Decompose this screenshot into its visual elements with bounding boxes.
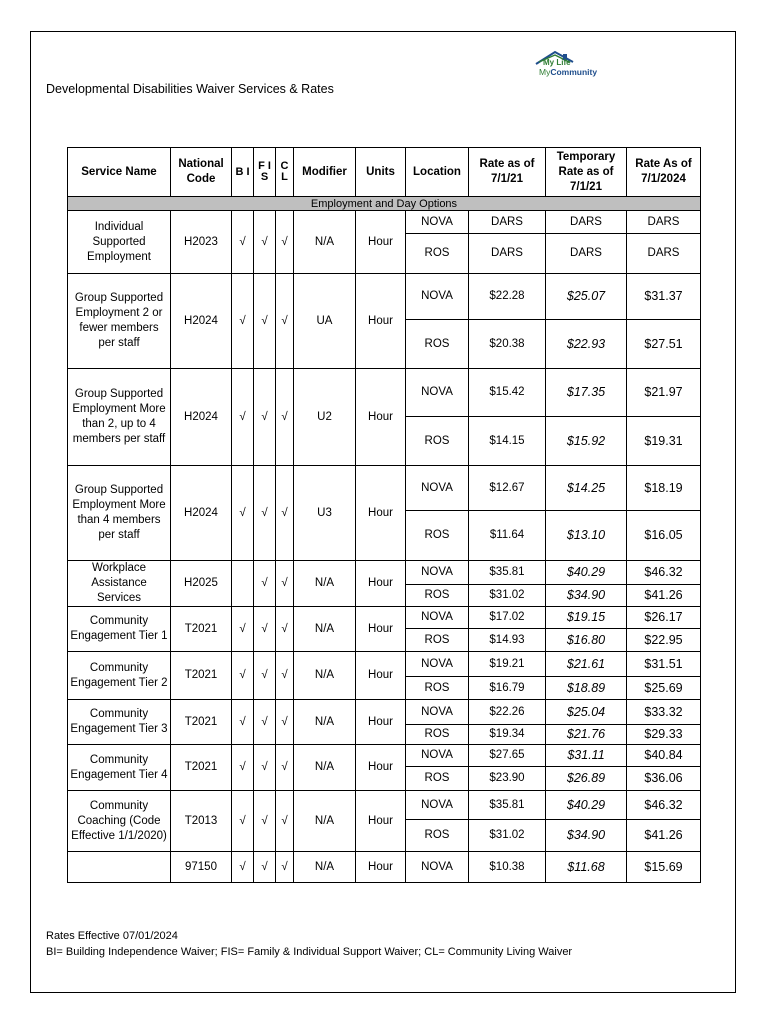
fis-check-cell: √ (254, 607, 276, 652)
bi-check-cell: √ (232, 211, 254, 274)
rate-2021-cell: $12.67 (469, 466, 546, 511)
units-cell: Hour (356, 652, 406, 700)
location-cell: NOVA (406, 211, 469, 234)
service-name-cell: Community Coaching (Code Effective 1/1/2020) (68, 791, 171, 852)
rate-2024-cell: $46.32 (627, 561, 701, 585)
modifier-cell: U3 (294, 466, 356, 561)
header-location: Location (406, 148, 469, 197)
rate-2024-cell: $31.51 (627, 652, 701, 677)
waiver-legend-note: BI= Building Independence Waiver; FIS= Family & Individual Support Waiver; CL= Community Living Waiver (46, 946, 573, 958)
temp-rate-2021-cell: $11.68 (546, 852, 627, 883)
section-row (68, 197, 701, 211)
national-code-cell: H2024 (171, 369, 232, 466)
rate-2024-cell: $33.32 (627, 700, 701, 725)
fis-check-cell: √ (254, 700, 276, 745)
national-code-cell: T2021 (171, 745, 232, 791)
header-rate-2021: Rate as of 7/1/21 (469, 148, 546, 197)
temp-rate-2021-cell: DARS (546, 234, 627, 274)
temp-rate-2021-cell: $26.89 (546, 767, 627, 791)
rate-2021-cell: $14.15 (469, 417, 546, 466)
units-cell: Hour (356, 561, 406, 607)
bi-check-cell: √ (232, 852, 254, 883)
rate-2021-cell: $27.65 (469, 745, 546, 767)
rate-2024-cell: $31.37 (627, 274, 701, 320)
header-national-code: National Code (171, 148, 232, 197)
table-row (68, 852, 701, 883)
location-cell: NOVA (406, 607, 469, 629)
table-header-row (68, 148, 701, 197)
fis-check-cell: √ (254, 369, 276, 466)
location-cell: NOVA (406, 700, 469, 725)
bi-check-cell: √ (232, 700, 254, 745)
national-code-cell: H2023 (171, 211, 232, 274)
rate-2024-cell: $36.06 (627, 767, 701, 791)
service-name-cell: Community Engagement Tier 1 (68, 607, 171, 652)
fis-check-cell: √ (254, 852, 276, 883)
location-cell: ROS (406, 234, 469, 274)
bi-check-cell: √ (232, 274, 254, 369)
location-cell: NOVA (406, 561, 469, 585)
rate-2021-cell: $31.02 (469, 585, 546, 607)
cl-check-cell: √ (276, 852, 294, 883)
temp-rate-2021-cell: $25.04 (546, 700, 627, 725)
location-cell: ROS (406, 725, 469, 745)
modifier-cell: N/A (294, 652, 356, 700)
header-modifier: Modifier (294, 148, 356, 197)
header-bi: B I (232, 148, 254, 197)
fis-check-cell: √ (254, 274, 276, 369)
rate-2024-cell: $40.84 (627, 745, 701, 767)
table-row (68, 791, 701, 820)
modifier-cell: N/A (294, 211, 356, 274)
service-name-cell: Community Engagement Tier 4 (68, 745, 171, 791)
table-row (68, 466, 701, 511)
cl-check-cell: √ (276, 211, 294, 274)
bi-check-cell: √ (232, 369, 254, 466)
rates-table (67, 147, 701, 883)
cl-check-cell: √ (276, 466, 294, 561)
rate-2021-cell: $10.38 (469, 852, 546, 883)
modifier-cell: N/A (294, 561, 356, 607)
rate-2024-cell: DARS (627, 234, 701, 274)
location-cell: ROS (406, 767, 469, 791)
rate-2021-cell: $17.02 (469, 607, 546, 629)
rate-2021-cell: $19.34 (469, 725, 546, 745)
temp-rate-2021-cell: $18.89 (546, 677, 627, 700)
fis-check-cell: √ (254, 745, 276, 791)
cl-check-cell: √ (276, 274, 294, 369)
rate-2024-cell: $18.19 (627, 466, 701, 511)
units-cell: Hour (356, 607, 406, 652)
rate-2024-cell: DARS (627, 211, 701, 234)
fis-check-cell: √ (254, 652, 276, 700)
modifier-cell: N/A (294, 791, 356, 852)
rate-2021-cell: DARS (469, 234, 546, 274)
location-cell: ROS (406, 320, 469, 369)
table-row (68, 369, 701, 417)
units-cell: Hour (356, 274, 406, 369)
logo-line2-prefix: My (539, 67, 551, 77)
location-cell: NOVA (406, 745, 469, 767)
temp-rate-2021-cell: $25.07 (546, 274, 627, 320)
rate-2021-cell: $15.42 (469, 369, 546, 417)
location-cell: ROS (406, 417, 469, 466)
rate-2024-cell: $16.05 (627, 511, 701, 561)
service-name-cell: Workplace Assistance Services (68, 561, 171, 607)
table-row (68, 700, 701, 725)
bi-check-cell: √ (232, 466, 254, 561)
rate-2024-cell: $22.95 (627, 629, 701, 652)
cl-check-cell: √ (276, 561, 294, 607)
table-row (68, 211, 701, 234)
bi-check-cell: √ (232, 791, 254, 852)
header-service-name: Service Name (68, 148, 171, 197)
service-name-cell: Group Supported Employment 2 or fewer members per staff (68, 274, 171, 369)
bi-check-cell (232, 561, 254, 607)
temp-rate-2021-cell: $34.90 (546, 820, 627, 852)
national-code-cell: 97150 (171, 852, 232, 883)
service-name-cell: Individual Supported Employment (68, 211, 171, 274)
location-cell: NOVA (406, 852, 469, 883)
temp-rate-2021-cell: $16.80 (546, 629, 627, 652)
rate-2021-cell: $35.81 (469, 791, 546, 820)
location-cell: ROS (406, 820, 469, 852)
modifier-cell: U2 (294, 369, 356, 466)
units-cell: Hour (356, 211, 406, 274)
fis-check-cell: √ (254, 561, 276, 607)
logo-line2-main: Community (550, 67, 598, 77)
modifier-cell: N/A (294, 607, 356, 652)
rates-effective-note: Rates Effective 07/01/2024 (46, 930, 178, 942)
rate-2021-cell: $16.79 (469, 677, 546, 700)
cl-check-cell: √ (276, 700, 294, 745)
temp-rate-2021-cell: $31.11 (546, 745, 627, 767)
units-cell: Hour (356, 466, 406, 561)
temp-rate-2021-cell: $40.29 (546, 561, 627, 585)
footer-notes (46, 928, 572, 960)
location-cell: ROS (406, 511, 469, 561)
units-cell: Hour (356, 369, 406, 466)
rate-2021-cell: DARS (469, 211, 546, 234)
service-name-cell: Group Supported Employment More than 2, up to 4 members per staff (68, 369, 171, 466)
rate-2021-cell: $14.93 (469, 629, 546, 652)
header-temp-rate-2021: Temporary Rate as of 7/1/21 (546, 148, 627, 197)
rate-2021-cell: $22.26 (469, 700, 546, 725)
rate-2024-cell: $21.97 (627, 369, 701, 417)
table-row (68, 561, 701, 585)
rate-2021-cell: $20.38 (469, 320, 546, 369)
rate-2021-cell: $23.90 (469, 767, 546, 791)
rate-2021-cell: $35.81 (469, 561, 546, 585)
rate-2021-cell: $31.02 (469, 820, 546, 852)
temp-rate-2021-cell: $13.10 (546, 511, 627, 561)
document-title: Developmental Disabilities Waiver Services & Rates (46, 82, 334, 96)
header-fis: F I S (254, 148, 276, 197)
rate-2024-cell: $41.26 (627, 820, 701, 852)
temp-rate-2021-cell: $19.15 (546, 607, 627, 629)
units-cell: Hour (356, 745, 406, 791)
table-row (68, 745, 701, 767)
cl-check-cell: √ (276, 652, 294, 700)
header-cl: C L (276, 148, 294, 197)
location-cell: NOVA (406, 791, 469, 820)
location-cell: ROS (406, 585, 469, 607)
rate-2024-cell: $46.32 (627, 791, 701, 820)
temp-rate-2021-cell: $34.90 (546, 585, 627, 607)
rate-2024-cell: $29.33 (627, 725, 701, 745)
service-name-cell (68, 852, 171, 883)
service-name-cell: Community Engagement Tier 2 (68, 652, 171, 700)
table-row (68, 607, 701, 629)
temp-rate-2021-cell: $22.93 (546, 320, 627, 369)
temp-rate-2021-cell: $21.61 (546, 652, 627, 677)
bi-check-cell: √ (232, 652, 254, 700)
table-row (68, 274, 701, 320)
location-cell: ROS (406, 629, 469, 652)
national-code-cell: H2024 (171, 274, 232, 369)
rate-2024-cell: $19.31 (627, 417, 701, 466)
section-title: Employment and Day Options (68, 197, 701, 211)
logo-line1: My Life (543, 58, 571, 67)
temp-rate-2021-cell: $15.92 (546, 417, 627, 466)
logo-line2 (539, 68, 597, 77)
location-cell: NOVA (406, 369, 469, 417)
rate-2024-cell: $27.51 (627, 320, 701, 369)
header-units: Units (356, 148, 406, 197)
cl-check-cell: √ (276, 791, 294, 852)
units-cell: Hour (356, 852, 406, 883)
national-code-cell: T2021 (171, 700, 232, 745)
temp-rate-2021-cell: $14.25 (546, 466, 627, 511)
units-cell: Hour (356, 700, 406, 745)
fis-check-cell: √ (254, 466, 276, 561)
rate-2024-cell: $41.26 (627, 585, 701, 607)
rate-2021-cell: $22.28 (469, 274, 546, 320)
location-cell: NOVA (406, 466, 469, 511)
national-code-cell: T2021 (171, 607, 232, 652)
rate-2021-cell: $19.21 (469, 652, 546, 677)
rate-2024-cell: $15.69 (627, 852, 701, 883)
rate-2024-cell: $26.17 (627, 607, 701, 629)
modifier-cell: N/A (294, 852, 356, 883)
location-cell: NOVA (406, 274, 469, 320)
modifier-cell: N/A (294, 745, 356, 791)
my-life-my-community-logo (533, 50, 613, 86)
location-cell: ROS (406, 677, 469, 700)
modifier-cell: N/A (294, 700, 356, 745)
bi-check-cell: √ (232, 607, 254, 652)
national-code-cell: H2024 (171, 466, 232, 561)
service-name-cell: Group Supported Employment More than 4 members per staff (68, 466, 171, 561)
national-code-cell: T2021 (171, 652, 232, 700)
fis-check-cell: √ (254, 211, 276, 274)
temp-rate-2021-cell: $21.76 (546, 725, 627, 745)
service-name-cell: Community Engagement Tier 3 (68, 700, 171, 745)
header-rate-2024: Rate As of 7/1/2024 (627, 148, 701, 197)
location-cell: NOVA (406, 652, 469, 677)
cl-check-cell: √ (276, 369, 294, 466)
temp-rate-2021-cell: $17.35 (546, 369, 627, 417)
modifier-cell: UA (294, 274, 356, 369)
rate-2021-cell: $11.64 (469, 511, 546, 561)
fis-check-cell: √ (254, 791, 276, 852)
units-cell: Hour (356, 791, 406, 852)
national-code-cell: H2025 (171, 561, 232, 607)
temp-rate-2021-cell: DARS (546, 211, 627, 234)
national-code-cell: T2013 (171, 791, 232, 852)
temp-rate-2021-cell: $40.29 (546, 791, 627, 820)
rate-2024-cell: $25.69 (627, 677, 701, 700)
table-row (68, 652, 701, 677)
bi-check-cell: √ (232, 745, 254, 791)
cl-check-cell: √ (276, 745, 294, 791)
cl-check-cell: √ (276, 607, 294, 652)
